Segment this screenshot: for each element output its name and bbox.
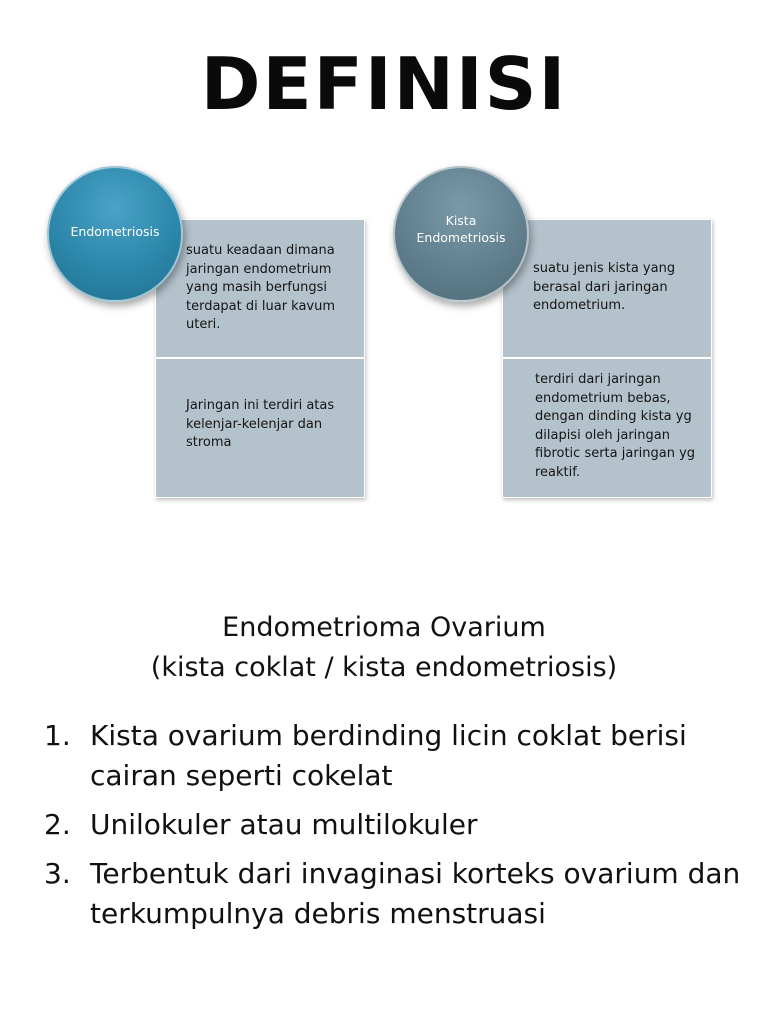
list-item-number: 2. xyxy=(44,808,71,841)
list-item-text: Terbentuk dari invaginasi korteks ovarium dan terkumpulnya debris menstruasi xyxy=(90,857,741,930)
list-item xyxy=(44,854,744,934)
list-item-number: 1. xyxy=(44,719,71,752)
panel-left-box-1 xyxy=(155,219,365,358)
section-heading-line2: (kista coklat / kista endometriosis) xyxy=(150,652,618,683)
panel-left-box-2-text: Jaringan ini terdiri atas kelenjar-kelenjar dan stroma xyxy=(186,398,335,450)
page-title: DEFINISI xyxy=(200,42,568,126)
panel-right-box-1-text: suatu jenis kista yang berasal dari jaringan endometrium. xyxy=(533,261,676,313)
panel-left-box-1-text: suatu keadaan dimana jaringan endometrium yang masih berfungsi terdapat di luar kavum uteri. xyxy=(186,243,336,332)
section-heading-line1: Endometrioma Ovarium xyxy=(222,612,546,643)
list-item-text: Unilokuler atau multilokuler xyxy=(90,808,478,841)
list-item-number: 3. xyxy=(44,857,71,890)
list-item xyxy=(44,716,744,796)
circle-endometriosis-label: Endometriosis xyxy=(70,223,160,239)
panel-left-box-2 xyxy=(155,358,365,498)
circle-kista-label-line1: Kista xyxy=(445,213,477,228)
panel-right-box-2-text: terdiri dari jaringan endometrium bebas, dengan dinding kista yg dilapisi oleh jaringan fibrotic serta jaringan yg reaktif. xyxy=(535,372,696,480)
circle-kista-label-line2: Endometriosis xyxy=(416,230,506,245)
panel-right xyxy=(502,219,712,498)
definition-list xyxy=(44,716,744,943)
panel-right-box-1 xyxy=(502,219,712,358)
list-item-text: Kista ovarium berdinding licin coklat berisi cairan seperti cokelat xyxy=(90,719,687,792)
circle-endometriosis xyxy=(47,166,183,302)
circle-kista-endometriosis xyxy=(393,166,529,302)
panel-left xyxy=(155,219,365,498)
list-item xyxy=(44,805,744,845)
panel-right-box-2 xyxy=(502,358,712,498)
